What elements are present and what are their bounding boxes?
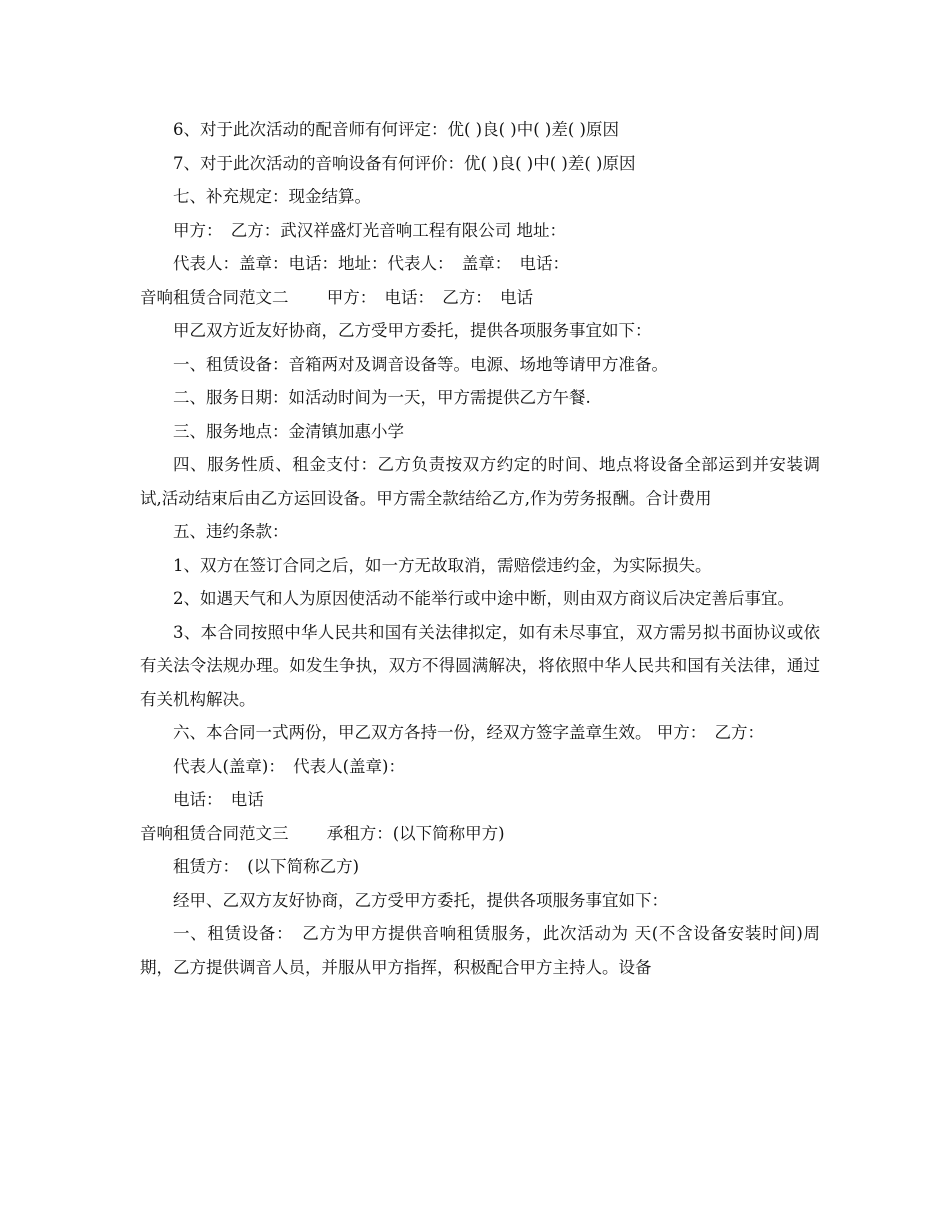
paragraph: 甲乙双方近友好协商，乙方受甲方委托，提供各项服务事宜如下： bbox=[173, 321, 652, 340]
paragraph: 电话： 电话 bbox=[173, 790, 264, 809]
paragraph: 2、如遇天气和人为原因使活动不能举行或中途中断，则由双方商议后决定善后事宜。 bbox=[173, 589, 794, 608]
paragraph: 7、对于此次活动的音响设备有何评价：优( )良( )中( )差( )原因 bbox=[173, 153, 636, 173]
paragraph: 甲方： 乙方：武汉祥盛灯光音响工程有限公司 地址： bbox=[173, 220, 566, 240]
paragraph: 五、违约条款： bbox=[173, 522, 289, 541]
paragraph: 一、租赁设备： 乙方为甲方提供音响租赁服务，此次活动为 天(不含设备安装时间)周期，乙方提供调音人员，并服从甲方指挥，积极配合甲方主持人。设备 bbox=[140, 924, 820, 977]
section-heading: 音响租赁合同范文三 承租方：(以下简称甲方) bbox=[140, 823, 505, 843]
paragraph: 1、双方在签订合同之后，如一方无故取消，需赔偿违约金，为实际损失。 bbox=[173, 555, 712, 575]
document-body bbox=[140, 113, 820, 984]
paragraph: 3、本合同按照中华人民共和国有关法律拟定，如有未尽事宜，双方需另拟书面协议或依有关法令法规办理。如发生争执，双方不得圆满解决，将依照中华人民共和国有关法律，通过有关机构解决。 bbox=[140, 622, 820, 709]
paragraph: 四、服务性质、租金支付：乙方负责按双方约定的时间、地点将设备全部运到并安装调试,活动结束后由乙方运回设备。甲方需全款结给乙方,作为劳务报酬。合计费用 bbox=[140, 455, 820, 508]
section-heading: 音响租赁合同范文二 甲方： 电话： 乙方： 电话 bbox=[140, 287, 533, 307]
paragraph: 三、服务地点：金清镇加惠小学 bbox=[173, 421, 404, 441]
paragraph: 代表人(盖章)： 代表人(盖章)： bbox=[173, 756, 405, 776]
paragraph: 一、租赁设备：音箱两对及调音设备等。电源、场地等请甲方准备。 bbox=[173, 354, 668, 374]
paragraph: 六、本合同一式两份，甲乙双方各持一份，经双方签字盖章生效。 甲方： 乙方： bbox=[173, 723, 764, 742]
paragraph: 经甲、乙双方友好协商，乙方受甲方委托，提供各项服务事宜如下： bbox=[173, 890, 668, 910]
paragraph: 代表人：盖章：电话：地址：代表人： 盖章： 电话： bbox=[173, 254, 569, 273]
paragraph: 七、补充规定：现金结算。 bbox=[173, 187, 371, 206]
paragraph: 6、对于此次活动的配音师有何评定：优( )良( )中( )差( )原因 bbox=[173, 120, 619, 139]
paragraph: 租赁方： (以下简称乙方) bbox=[173, 857, 360, 876]
paragraph: 二、服务日期：如活动时间为一天，甲方需提供乙方午餐. bbox=[173, 388, 591, 407]
